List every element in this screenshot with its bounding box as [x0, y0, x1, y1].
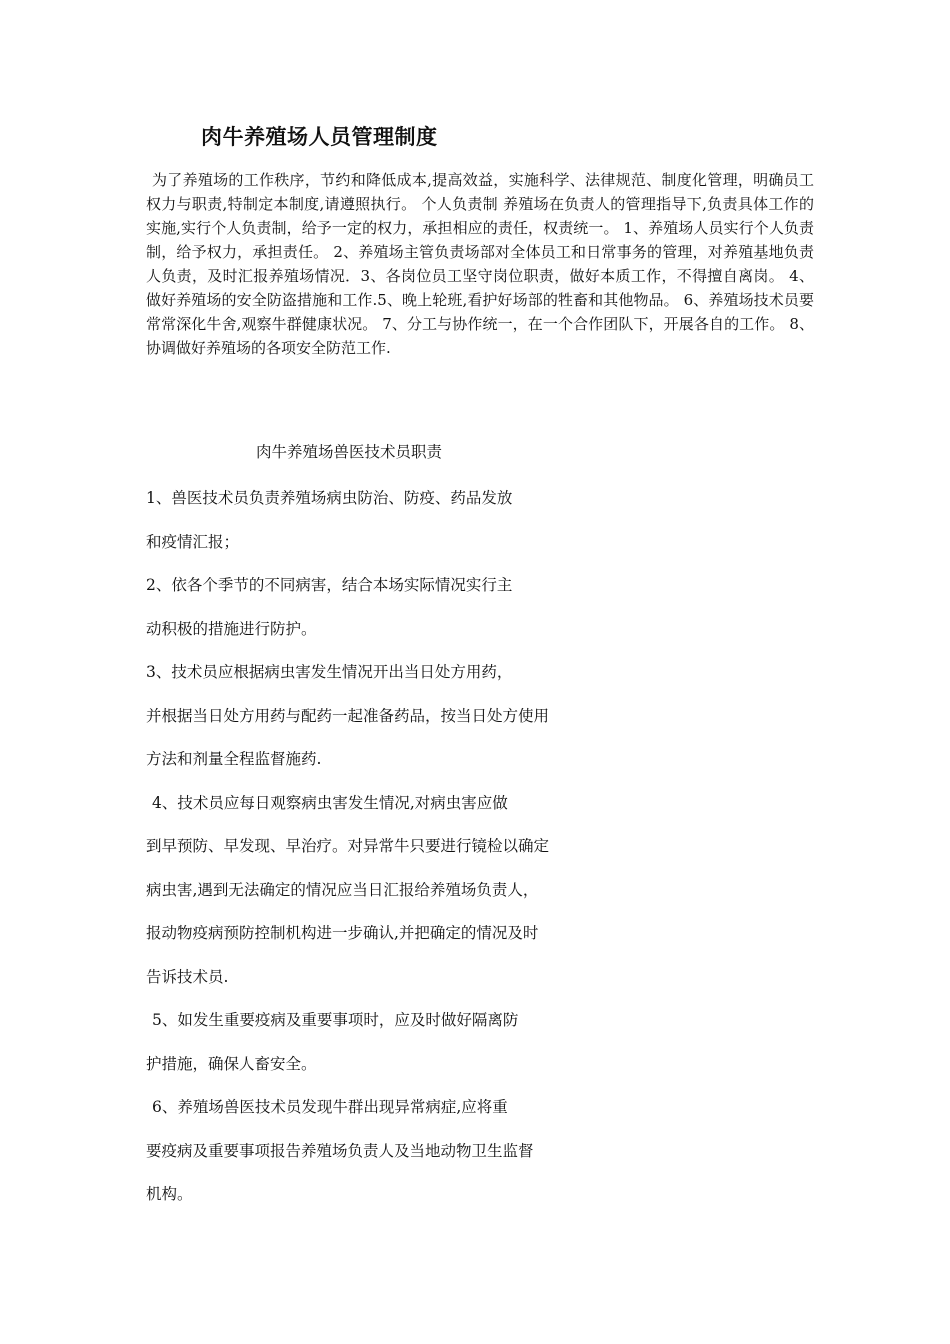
- duty-line: 病虫害,遇到无法确定的情况应当日汇报给养殖场负责人，: [146, 881, 539, 899]
- section-subtitle: 肉牛养殖场兽医技术员职责: [256, 443, 443, 461]
- duty-line: 方法和剂量全程监督施药.: [146, 750, 322, 768]
- duty-line: 到早预防、早发现、早治疗。对异常牛只要进行镜检以确定: [146, 837, 550, 855]
- duty-line: 动积极的措施进行防护。: [146, 620, 317, 638]
- duty-line: 3、技术员应根据病虫害发生情况开出当日处方用药，: [146, 663, 513, 681]
- duty-line: 告诉技术员.: [146, 968, 229, 986]
- duty-line: 4、技术员应每日观察病虫害发生情况,对病虫害应做: [152, 794, 508, 812]
- duty-line: 2、依各个季节的不同病害，结合本场实际情况实行主: [146, 576, 513, 594]
- duty-line: 要疫病及重要事项报告养殖场负责人及当地动物卫生监督: [146, 1142, 534, 1160]
- duty-line: 和疫情汇报；: [146, 533, 240, 551]
- duty-line: 1、兽医技术员负责养殖场病虫防治、防疫、药品发放: [146, 489, 513, 507]
- intro-paragraph: 为了养殖场的工作秩序，节约和降低成本,提高效益，实施科学、法律规范、制度化管理，明确员工权力与职责,特制定本制度,请遵照执行。 个人负责制 养殖场在负责人的管理指导下,负责具体工作的实施,实行个人负责制，给予一定的权力，承担相应的责任，权责统一。 1、养殖场人员实行个人负责制，给予权力，承担责任。 2、养殖场主管负责场部对全体员工和日常事务的管理，对养殖基地负责人负责，及时汇报养殖场情况．3、各岗位员工坚守岗位职责，做好本质工作，不得擅自离岗。 4、做好养殖场的安全防盗措施和工作.5、晚上轮班,看护好场部的牲畜和其他物品。 6、养殖场技术员要常常深化牛舍,观察牛群健康状况。 7、分工与协作统一，在一个合作团队下，开展各自的工作。 8、协调做好养殖场的各项安全防范工作.: [146, 171, 814, 357]
- duty-line: 并根据当日处方用药与配药一起准备药品，按当日处方使用: [146, 707, 550, 725]
- document-title: 肉牛养殖场人员管理制度: [201, 124, 438, 149]
- duty-line: 5、如发生重要疫病及重要事项时，应及时做好隔离防: [152, 1011, 519, 1029]
- duty-line: 护措施，确保人畜安全。: [146, 1055, 317, 1073]
- duty-line: 报动物疫病预防控制机构进一步确认,并把确定的情况及时: [146, 924, 539, 942]
- duty-line: 6、养殖场兽医技术员发现牛群出现异常病症,应将重: [152, 1098, 508, 1116]
- duty-line: 机构。: [146, 1185, 193, 1203]
